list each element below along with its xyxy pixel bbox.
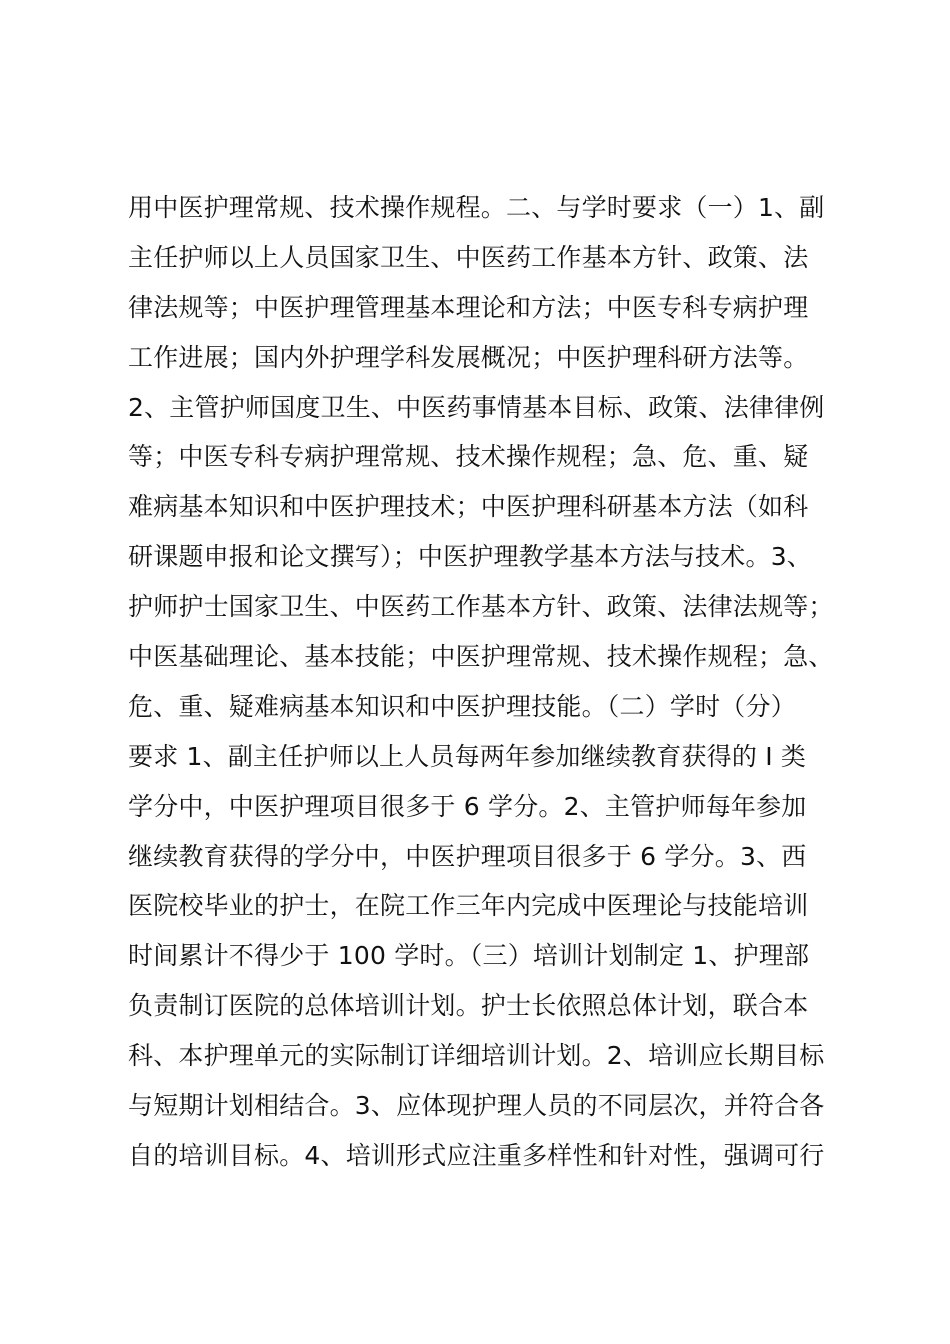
body-text (128, 183, 848, 1181)
text-line: 中医基础理论、基本技能；中医护理常规、技术操作规程；急、 (128, 642, 834, 672)
text-line: 与短期计划相结合。3、应体现护理人员的不同层次，并符合各 (128, 1091, 825, 1121)
text-line: 用中医护理常规、技术操作规程。二、与学时要求（一）1、副 (128, 193, 825, 222)
text-line: 危、重、疑难病基本知识和中医护理技能。（二）学时（分） (128, 691, 796, 721)
text-line: 工作进展；国内外护理学科发展概况；中医护理科研方法等。 (128, 342, 809, 372)
text-line: 律法规等；中医护理管理基本理论和方法；中医专科专病护理 (128, 292, 809, 322)
text-line: 学分中，中医护理项目很多于 6 学分。2、主管护师每年参加 (128, 791, 807, 821)
text-line: 主任护师以上人员国家卫生、中医药工作基本方针、政策、法 (128, 242, 809, 272)
text-line: 科、本护理单元的实际制订详细培训计划。2、培训应长期目标 (128, 1041, 825, 1071)
text-line: 要求 1、副主任护师以上人员每两年参加继续教育获得的 I 类 (128, 741, 807, 771)
text-line: 继续教育获得的学分中，中医护理项目很多于 6 学分。3、西 (128, 841, 807, 871)
text-line: 时间累计不得少于 100 学时。（三）培训计划制定 1、护理部 (128, 941, 810, 971)
text-line: 等；中医专科专病护理常规、技术操作规程；急、危、重、疑 (128, 442, 809, 472)
text-line: 研课题申报和论文撰写）；中医护理教学基本方法与技术。3、 (128, 542, 813, 572)
text-line: 医院校毕业的护士，在院工作三年内完成中医理论与技能培训 (128, 891, 809, 921)
text-line: 难病基本知识和中医护理技术；中医护理科研基本方法（如科 (128, 492, 809, 522)
text-line: 2、主管护师国度卫生、中医药事情基本目标、政策、法律律例 (128, 392, 825, 422)
text-line: 护师护士国家卫生、中医药工作基本方针、政策、法律法规等； (128, 592, 834, 622)
text-line: 负责制订医院的总体培训计划。护士长依照总体计划，联合本 (128, 991, 809, 1021)
text-line: 自的培训目标。4、培训形式应注重多样性和针对性，强调可行 (128, 1140, 825, 1170)
